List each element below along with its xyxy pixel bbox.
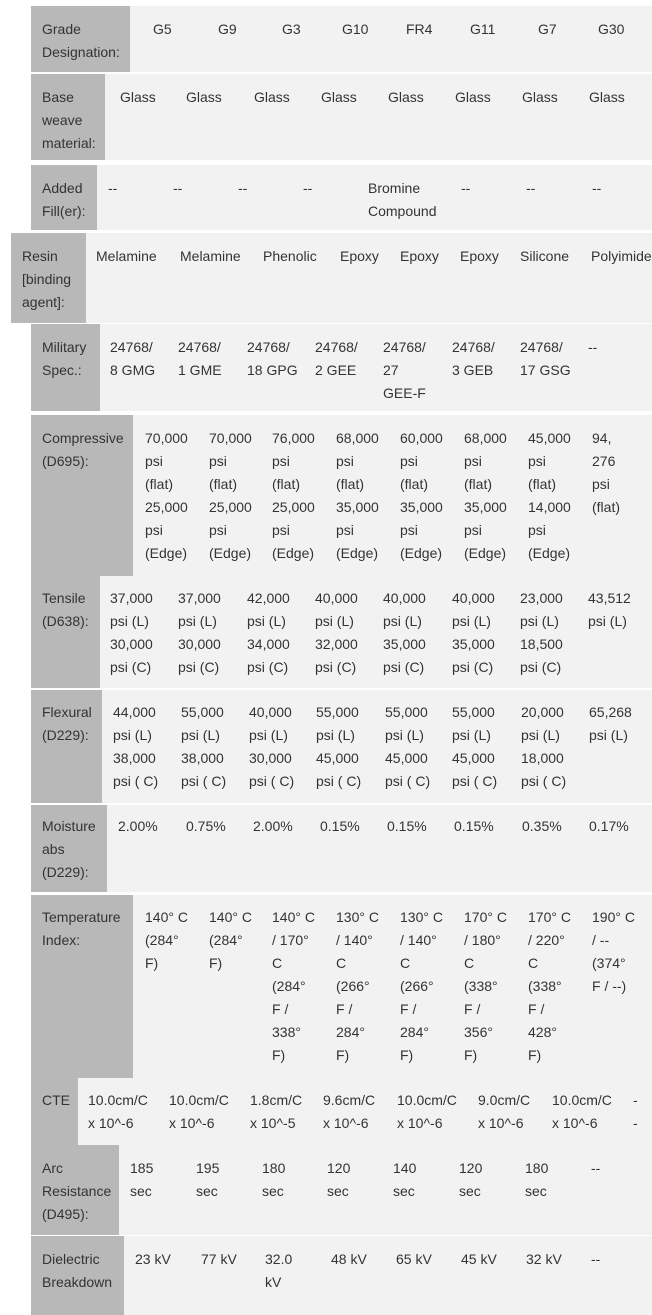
table-cell: 24768/ 2 GEE <box>315 339 358 378</box>
table-cell: 55,000 psi (L) 45,000 psi ( C) <box>452 704 498 789</box>
table-cell: 40,000 psi (L) 32,000 psi (C) <box>315 590 358 675</box>
table-row <box>0 805 652 892</box>
table-cell: Epoxy <box>400 248 439 264</box>
table-cell: G9 <box>218 21 237 37</box>
row-header-label: Resin [binding agent]: <box>22 248 72 310</box>
table-cell: 20,000 psi (L) 18,000 psi ( C) <box>521 704 567 789</box>
row-header-label: Grade Designation: <box>42 21 120 60</box>
table-cell: 77 kV <box>201 1251 237 1267</box>
table-cell: 55,000 psi (L) 38,000 psi ( C) <box>181 704 227 789</box>
table-cell: Silicone <box>520 248 570 264</box>
table-cell: 140° C / 170° C (284° F / 338° F) <box>272 909 315 1063</box>
table-cell: 24768/ 3 GEB <box>452 339 495 378</box>
row-header-label: Military Spec.: <box>42 339 87 378</box>
table-row <box>0 895 652 1078</box>
table-cell: 10.0cm/C x 10^-6 <box>88 1092 148 1131</box>
table-cell: -- <box>591 1251 601 1267</box>
table-cell: Glass <box>120 89 156 105</box>
table-cell: 23 kV <box>135 1251 171 1267</box>
table-cell: Bromine Compound <box>368 180 437 219</box>
table-row <box>0 233 652 323</box>
table-cell: Glass <box>321 89 357 105</box>
table-cell: Melamine <box>180 248 241 264</box>
table-cell: Phenolic <box>263 248 317 264</box>
table-cell: 10.0cm/C x 10^-6 <box>169 1092 229 1131</box>
table-cell: 24768/ 1 GME <box>178 339 222 378</box>
table-cell: 43,512 psi (L) <box>588 590 631 629</box>
table-cell: 40,000 psi (L) 35,000 psi (C) <box>452 590 495 675</box>
table-cell: FR4 <box>406 21 433 37</box>
table-row <box>0 1236 652 1315</box>
row-background <box>31 165 652 230</box>
table-cell: -- <box>588 339 598 355</box>
table-row <box>0 6 652 72</box>
table-row <box>0 1145 652 1235</box>
table-cell: G11 <box>470 21 496 37</box>
table-cell: -- <box>461 180 471 196</box>
table-cell: 24768/ 17 GSG <box>520 339 571 378</box>
table-cell: 9.6cm/C x 10^-6 <box>323 1092 376 1131</box>
row-header-label: Moisture abs (D229): <box>42 818 96 880</box>
table-cell: 130° C / 140° C (266° F / 284° F) <box>400 909 443 1063</box>
table-cell: 10.0cm/C x 10^-6 <box>397 1092 457 1131</box>
table-cell: 24768/ 8 GMG <box>110 339 156 378</box>
table-cell: 10.0cm/C x 10^-6 <box>552 1092 612 1131</box>
row-header-label: Flexural (D229): <box>42 704 92 743</box>
table-cell: 40,000 psi (L) 35,000 psi (C) <box>383 590 426 675</box>
table-cell: 180 sec <box>262 1160 286 1199</box>
table-cell: 140° C (284° F) <box>209 909 252 971</box>
table-cell: 45 kV <box>461 1251 497 1267</box>
table-cell: 0.35% <box>522 818 562 834</box>
table-cell: 42,000 psi (L) 34,000 psi (C) <box>247 590 290 675</box>
table-row <box>0 1078 652 1145</box>
table-cell: Epoxy <box>460 248 499 264</box>
table-cell: -- <box>526 180 536 196</box>
table-cell: 170° C / 220° C (338° F / 428° F) <box>528 909 571 1063</box>
table-cell: 0.15% <box>454 818 494 834</box>
table-cell: G30 <box>598 21 625 37</box>
table-cell: 44,000 psi (L) 38,000 psi ( C) <box>113 704 159 789</box>
table-cell: 9.0cm/C x 10^-6 <box>478 1092 531 1131</box>
table-cell: Polyimide <box>591 248 652 264</box>
table-cell: G3 <box>282 21 301 37</box>
row-header-label: Base weave material: <box>42 89 96 151</box>
table-cell: Glass <box>388 89 424 105</box>
table-cell: 185 sec <box>130 1160 154 1199</box>
table-cell: 140 sec <box>393 1160 417 1199</box>
table-cell: Epoxy <box>340 248 379 264</box>
table-row <box>0 165 652 230</box>
table-cell: 24768/ 27 GEE-F <box>383 339 426 401</box>
table-cell: Melamine <box>96 248 157 264</box>
table-row <box>0 415 652 576</box>
table-cell: -- <box>238 180 248 196</box>
row-header-label: Dielectric Breakdown <box>42 1251 113 1290</box>
table-cell: 0.75% <box>186 818 226 834</box>
table-cell: 32.0 kV <box>265 1251 293 1290</box>
table-cell: - - <box>633 1092 638 1131</box>
row-header-label: Temperature Index: <box>42 909 121 948</box>
table-cell: 190° C / -- (374° F / --) <box>592 909 635 994</box>
table-cell: 195 sec <box>196 1160 220 1199</box>
table-cell: 45,000 psi (flat) 14,000 psi (Edge) <box>528 430 571 561</box>
table-row <box>0 324 652 411</box>
table-cell: 37,000 psi (L) 30,000 psi (C) <box>110 590 153 675</box>
table-cell: 130° C / 140° C (266° F / 284° F) <box>336 909 379 1063</box>
table-cell: 24768/ 18 GPG <box>247 339 298 378</box>
table-cell: 68,000 psi (flat) 35,000 psi (Edge) <box>336 430 379 561</box>
row-header-label: Tensile (D638): <box>42 590 89 629</box>
table-cell: 48 kV <box>331 1251 367 1267</box>
table-cell: 94, 276 psi (flat) <box>592 430 620 515</box>
table-cell: Glass <box>589 89 625 105</box>
table-cell: 37,000 psi (L) 30,000 psi (C) <box>178 590 221 675</box>
table-cell: 140° C (284° F) <box>145 909 188 971</box>
table-cell: G7 <box>538 21 557 37</box>
table-cell: 120 sec <box>459 1160 483 1199</box>
table-cell: 55,000 psi (L) 45,000 psi ( C) <box>385 704 431 789</box>
table-cell: 55,000 psi (L) 45,000 psi ( C) <box>316 704 362 789</box>
table-cell: G5 <box>153 21 172 37</box>
row-header-label: CTE <box>42 1092 70 1108</box>
table-cell: -- <box>592 180 602 196</box>
table-cell: 0.15% <box>320 818 360 834</box>
table-cell: 65,268 psi (L) <box>589 704 632 743</box>
table-cell: -- <box>303 180 313 196</box>
table-cell: 180 sec <box>525 1160 549 1199</box>
table-cell: 2.00% <box>118 818 158 834</box>
table-cell: 68,000 psi (flat) 35,000 psi (Edge) <box>464 430 507 561</box>
table-cell: Glass <box>186 89 222 105</box>
table-cell: 120 sec <box>327 1160 351 1199</box>
table-cell: 70,000 psi (flat) 25,000 psi (Edge) <box>145 430 188 561</box>
row-header-label: Compressive (D695): <box>42 430 124 469</box>
table-cell: 65 kV <box>396 1251 432 1267</box>
table-cell: 1.8cm/C x 10^-5 <box>250 1092 303 1131</box>
table-cell: 32 kV <box>526 1251 562 1267</box>
table-cell: G10 <box>342 21 369 37</box>
table-cell: 23,000 psi (L) 18,500 psi (C) <box>520 590 563 675</box>
table-row <box>0 690 652 803</box>
table-cell: Glass <box>455 89 491 105</box>
table-cell: -- <box>173 180 183 196</box>
table-cell: Glass <box>522 89 558 105</box>
table-cell: 170° C / 180° C (338° F / 356° F) <box>464 909 507 1063</box>
table-cell: -- <box>108 180 118 196</box>
table-cell: 70,000 psi (flat) 25,000 psi (Edge) <box>209 430 252 561</box>
row-header-label: Added Fill(er): <box>42 180 86 219</box>
table-cell: 40,000 psi (L) 30,000 psi ( C) <box>249 704 295 789</box>
table-cell: Glass <box>254 89 290 105</box>
table-cell: 0.17% <box>589 818 629 834</box>
table-cell: 2.00% <box>253 818 293 834</box>
table-row <box>0 74 652 160</box>
table-cell: -- <box>591 1160 601 1176</box>
table-cell: 76,000 psi (flat) 25,000 psi (Edge) <box>272 430 315 561</box>
table-row <box>0 576 652 688</box>
row-header-label: Arc Resistance (D495): <box>42 1160 112 1222</box>
table-cell: 0.15% <box>387 818 427 834</box>
table-cell: 60,000 psi (flat) 35,000 psi (Edge) <box>400 430 443 561</box>
